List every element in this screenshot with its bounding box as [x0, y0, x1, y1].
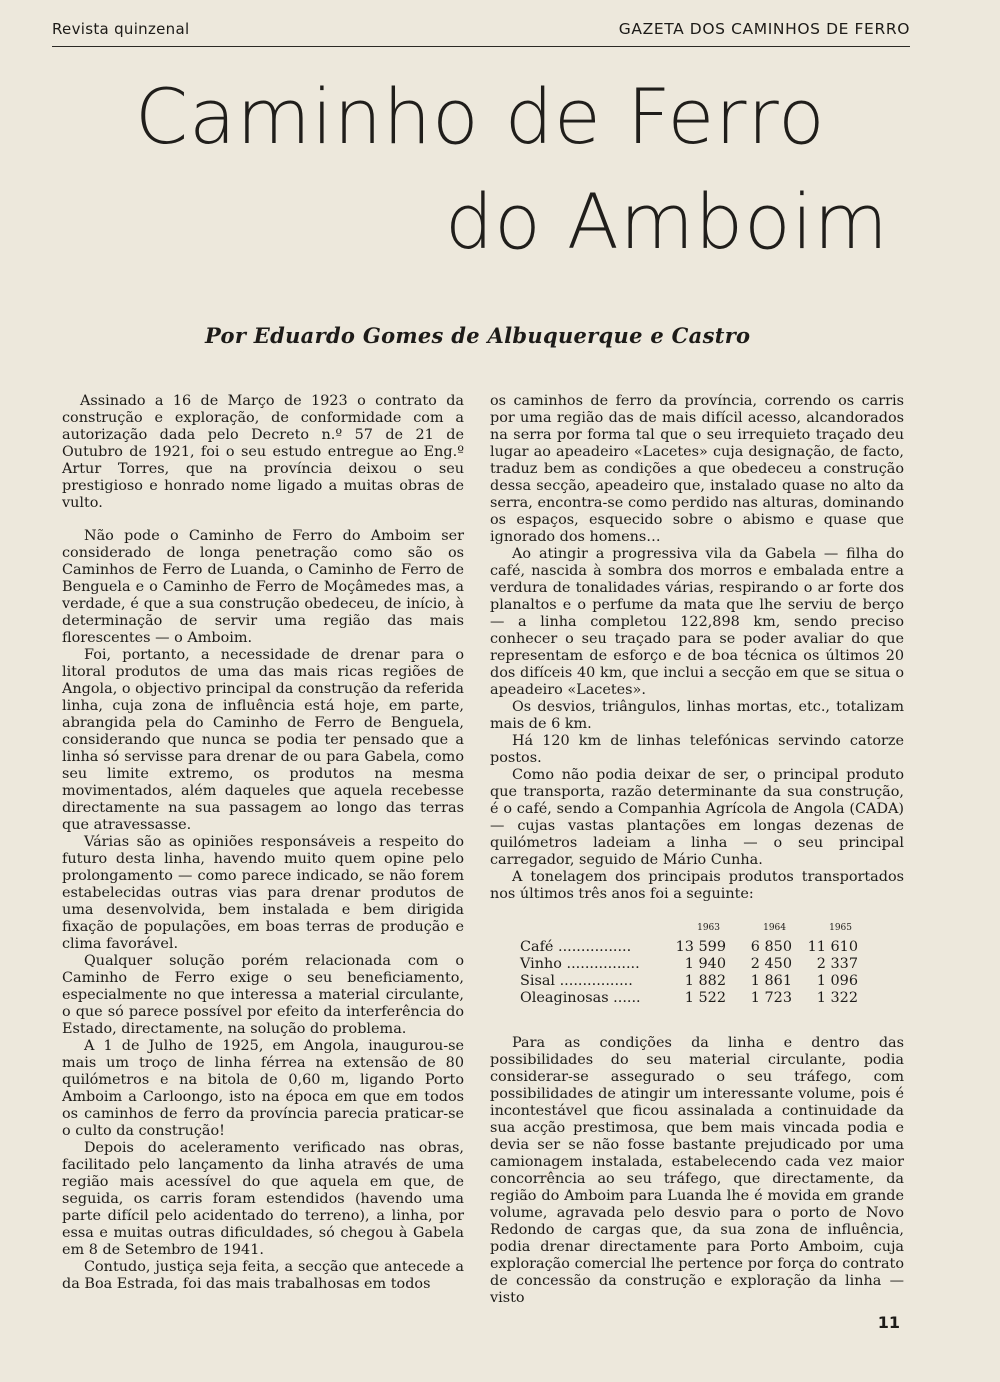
table-row	[520, 990, 858, 1007]
paragraph: Os desvios, triângulos, linhas mortas, etc., totalizam mais de 6 km.	[490, 699, 904, 732]
table-row	[520, 973, 858, 990]
paragraph: A 1 de Julho de 1925, em Angola, inaugurou-se mais um troço de linha férrea na extensão de 80 quilómetros e na bitola de 0,60 m, ligando Porto Amboim a Carloongo, isto na época em que em todos os caminhos de ferro da província parecia praticar-se o culto da construção!	[62, 1038, 464, 1139]
table-cell: 2 450	[750, 956, 792, 972]
table-row	[520, 956, 858, 973]
article-title-line-1: Caminho de Ferro	[135, 72, 826, 161]
table-cell: 1 723	[750, 990, 792, 1006]
table-header-year: 1965	[829, 923, 852, 933]
paragraph: Várias são as opiniões responsáveis a respeito do futuro desta linha, havendo muito quem opine pelo prolongamento — como parece indicado, se não forem estabelecidas outras vias para drenar produtos de uma desenvolvida, bem instalada e bem dirigida fixação de populações, em boas terras de produção e clima favorável.	[62, 834, 464, 952]
page-number: 11	[877, 1313, 900, 1332]
table-row-label: Oleaginosas ......	[520, 990, 641, 1006]
table-cell: 1 882	[684, 973, 726, 989]
table-cell: 13 599	[675, 939, 726, 955]
table-cell: 1 322	[816, 990, 858, 1006]
table-cell: 1 861	[750, 973, 792, 989]
paragraph: Há 120 km de linhas telefónicas servindo catorze postos.	[490, 733, 904, 766]
table-cell: 2 337	[816, 956, 858, 972]
paragraph: Ao atingir a progressiva vila da Gabela — filha do café, nascida à sombra dos morros e embalada entre a verdura de tonalidades várias, respirando o ar forte dos planaltos e o perfume da mata que lhe serviu de berço — a linha completou 122,898 km, sendo preciso conhecer o seu traçado para se poder avaliar do que representam de esforço e de boa técnica os últimos 20 dos difíceis 40 km, que inclui a secção em que se situa o apeadeiro «Lacetes».	[490, 546, 904, 698]
table-cell: 1 940	[684, 956, 726, 972]
table-cell: 1 522	[684, 990, 726, 1006]
paragraph: Foi, portanto, a necessidade de drenar para o litoral produtos de uma das mais ricas regiões de Angola, o objectivo principal da construção da referida linha, cuja zona de influência está hoje, em parte, abrangida pela do Caminho de Ferro de Benguela, considerando que nunca se podia ter pensado que a linha só servisse para drenar de ou para Gabela, como seu limite extremo, os produtos na mesma movimentados, além daqueles que aquela recebesse directamente na sua passagem ao longo das terras que atravessasse.	[62, 647, 464, 833]
table-row-label: Café ................	[520, 939, 632, 955]
table-row	[520, 939, 858, 956]
table-header-year: 1964	[763, 923, 786, 933]
table-header-year: 1963	[697, 923, 720, 933]
paragraph: Assinado a 16 de Março de 1923 o contrato da construção e exploração, de conformidade com a autorização dada pelo Decreto n.º 57 de 21 de Outubro de 1921, foi o seu estudo entregue ao Eng.º Artur Torres, que na província deixou o seu prestigioso e honrado nome ligado a muitas obras de vulto.	[62, 393, 464, 511]
paragraph: Contudo, justiça seja feita, a secção que antecede a da Boa Estrada, foi das mais trabalhosas em todos	[62, 1259, 464, 1292]
tonnage-table	[520, 923, 858, 1007]
left-column	[62, 393, 464, 1293]
table-row-label: Vinho ................	[520, 956, 640, 972]
paragraph: Como não podia deixar de ser, o principal produto que transporta, razão determinante da sua construção, é o café, sendo a Companhia Agrícola de Angola (CADA) — cujas vastas plantações em longas dezenas de quilómetros ladeiam a linha — o seu principal carregador, seguido de Mário Cunha.	[490, 767, 904, 868]
table-row-label: Sisal ................	[520, 973, 633, 989]
table-header-row	[520, 923, 858, 939]
header-right-text: GAZETA DOS CAMINHOS DE FERRO	[618, 20, 910, 38]
running-header	[52, 18, 910, 47]
paragraph: os caminhos de ferro da província, correndo os carris por uma região das de mais difícil acesso, alcandorados na serra por forma tal que o seu irrequieto traçado deu lugar ao apeadeiro «Lacetes» cuja designação, de facto, traduz bem as condições a que obedeceu a construção dessa secção, apeadeiro que, instalado quase no alto da serra, encontra-se como perdido nas alturas, dominando os espaços, esquecido sobre o abismo e quase que ignorado dos homens…	[490, 393, 904, 545]
table-header-blank	[520, 923, 660, 939]
article-title-line-2: do Amboim	[445, 177, 889, 266]
right-column	[490, 393, 904, 1307]
header-left-text: Revista quinzenal	[52, 20, 190, 38]
paragraph: A tonelagem dos principais produtos transportados nos últimos três anos foi a seguinte:	[490, 869, 904, 902]
paragraph: Depois do aceleramento verificado nas obras, facilitado pelo lançamento da linha através de uma região mais acessível do que aquela em que, de seguida, os carris foram estendidos (havendo uma parte difícil pelo acidentado do terreno), a linha, por essa e muitas outras dificuldades, só chegou à Gabela em 8 de Setembro de 1941.	[62, 1140, 464, 1258]
article-byline: Por Eduardo Gomes de Albuquerque e Castro	[205, 323, 751, 348]
table-cell: 11 610	[807, 939, 858, 955]
table-cell: 6 850	[750, 939, 792, 955]
table-cell: 1 096	[816, 973, 858, 989]
paragraph: Qualquer solução porém relacionada com o Caminho de Ferro exige o seu beneficiamento, especialmente no que interessa a material circulante, o que só parece possível por efeito da interferência do Estado, directamente, na solução do problema.	[62, 953, 464, 1037]
paragraph: Não pode o Caminho de Ferro do Amboim ser considerado de longa penetração como são os Caminhos de Ferro de Luanda, o Caminho de Ferro de Benguela e o Caminho de Ferro de Moçâmedes mas, a verdade, é que a sua construção obedeceu, de início, à determinação de servir uma região das mais florescentes — o Amboim.	[62, 528, 464, 646]
paragraph: Para as condições da linha e dentro das possibilidades do seu material circulante, podia considerar-se assegurado o seu tráfego, com possibilidades de atingir um interessante volume, pois é incontestável que ficou assinalada a continuidade da sua acção prestimosa, que bem mais vincada podia e devia ser se não fosse bastante prejudicado por uma camionagem instalada, estabelecendo cada vez maior concorrência ao seu tráfego, que directamente, da região do Amboim para Luanda lhe é movida em grande volume, agravada pelo desvio para o porto de Novo Redondo de cargas que, da sua zona de influência, podia drenar directamente para Porto Amboim, cuja exploração comercial lhe pertence por força do contrato de concessão da construção e exploração da linha — visto	[490, 1035, 904, 1306]
